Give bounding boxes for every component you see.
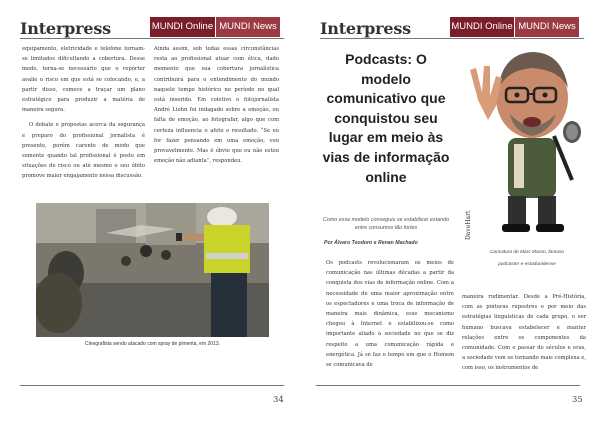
tab-mundi-online[interactable]: MUNDI Online [450,17,514,37]
brand-logo: Interpress [320,19,411,38]
tab-mundi-news[interactable]: MUNDI News [216,17,280,37]
paragraph: Ainda assim, sob todas essas circunstâncias resta ao profissional atuar com ética, dado momento que sua cobertura jornalística contribuirá para o entendimento do mundo naquele tempo histórico no período no qual está inserido. Em coletivo o fotojornalista André Liohn foi indagado sobre a emoção, ou falta de emoção, ao fotografar, algo que com certeza influencia o afeto e resultado. “Se eu for fazer pensando em uma emoção, vou provavelmente. Mas é óbvio que eu não estou emoção não adianta”, respondeu. [154,46,279,165]
paragraph: equipamento, eletricidade e telefone tornam-se limitados dificultando a cobertura. Desse modo, torna-se necessário que o repórter avalie o risco em que está se colocando, e, a partir disso, comece a traçar um plano estratégico para produzir a matéria de maneira segura. [22,46,145,114]
left-col-1 [22,44,145,187]
page-number: 34 [273,395,284,405]
left-col-2 [154,44,279,171]
photo-illustration [36,203,269,337]
footer-rule [20,385,284,386]
right-col-2 [462,292,586,379]
footer-rule [316,385,580,386]
illustrator-signature: DaveHart [465,210,472,240]
caricature-illustration [462,40,592,248]
right-col-1 [326,258,454,375]
article-byline: Por Álvaro Teodoro e Renan Machado [324,240,418,246]
caricature-drawing [462,40,592,248]
photo-caption: Cinegrafista sendo atacado com spray de pimenta, em 2013. [84,341,221,347]
page-number: 35 [572,395,583,405]
illustration-caption: Caricatura de Marc Maron, famoso [489,250,565,255]
paragraph: maneira rudimentar. Desde a Pré-História, com as pinturas rupestres e por meio das estratégias linguísticas de cada grupo, o ser humano buscava estabelecer e manter relações entre os componentes da comunidade. Com o passar de séculos e eras, a sociedade vem se tornando mais complexa e, com isso, os instrumentos de [462,294,586,372]
header-rule [320,38,584,39]
paragraph: Os podcasts revolucionaram os meios de comunicação nas últimas décadas a partir da conquista dos vias de informação online. Com a necessidade de uma maior aproximação entre os espectadores e uma troca de informação de maneira mais dinâmica, esse mecanismo chegou à Internet e estabilizou-se como importante aliado à sociedade no que se diz respeito a uma comunicação rápida e energética. Já se faz o tempo em que o Homem se comunicava de [326,260,454,369]
brand-logo: Interpress [20,19,111,38]
illustration-caption-2: podcaster e estadunidense [498,262,556,267]
news-photo [36,203,269,337]
tab-mundi-online[interactable]: MUNDI Online [150,17,215,37]
article-headline: Podcasts: O modelo comunicativo que conquistou seu lugar em meio às vias de informação online [322,51,450,185]
tab-mundi-news[interactable]: MUNDI News [515,17,579,37]
article-dek: Como esse modelo conseguiu se estabilizar estando entre consumos tão fortes [322,217,450,232]
paragraph: O debate e propostas acerca da segurança e preparo do profissional jornalista é presente, porém carente de modo que somente quando tal profissional é posto em situações de risco ou até mesmo o seu óbito promove maior engajamento nessa discussão. [22,122,145,180]
header-rule [20,38,284,39]
